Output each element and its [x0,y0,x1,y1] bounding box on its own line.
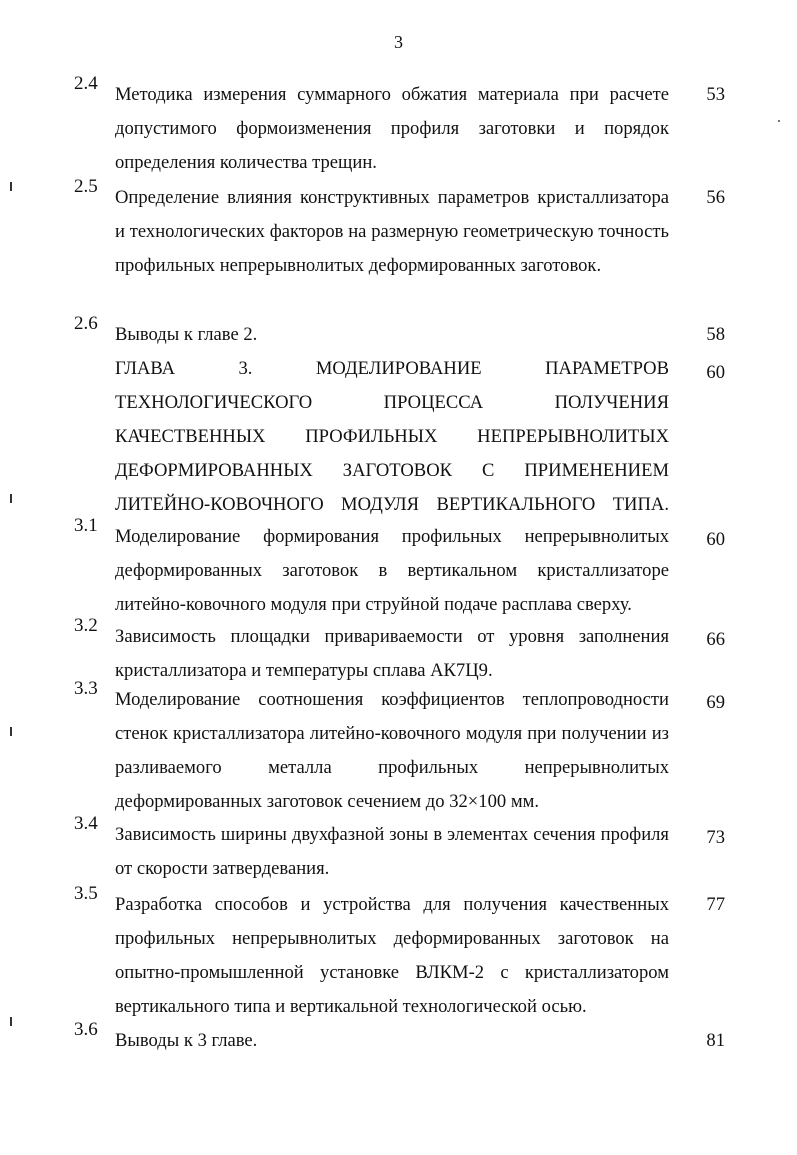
toc-entry-title: Определение влияния конструктивных параметров кристаллизатора и технологических факторов на размерную геометрическую точность профильных непрерывнолитых деформированных заготовок. [115,187,669,276]
toc-entry-number: 3.4 [74,813,98,834]
toc-entry-page: 81 [706,1030,725,1051]
toc-entry-page: 73 [706,827,725,848]
toc-entry-number: 2.4 [74,73,98,94]
toc-entry-page: 77 [706,894,725,915]
toc-entry-number: 3.6 [74,1019,98,1040]
scan-dot [778,120,780,122]
toc-entry-page: 60 [706,529,725,550]
toc-entry-number: 3.1 [74,515,98,536]
toc-entry-page: 66 [706,629,725,650]
margin-mark [10,182,12,191]
margin-mark [10,727,12,736]
margin-mark [10,1017,12,1026]
toc-entry-number: 2.6 [74,313,98,334]
toc-entry-page: 58 [706,324,725,345]
toc-entry-page: 56 [706,187,725,208]
toc-chapter-title: ГЛАВА 3. МОДЕЛИРОВАНИЕ ПАРАМЕТРОВ ТЕХНОЛОГИЧЕСКОГО ПРОЦЕССА ПОЛУЧЕНИЯ КАЧЕСТВЕННЫХ ПРОФИЛЬНЫХ НЕПРЕРЫВНОЛИТЫХ ДЕФОРМИРОВАННЫХ ЗАГОТОВОК С ПРИМЕНЕНИЕМ ЛИТЕЙНО-КОВОЧНОГО МОДУЛЯ ВЕРТИКАЛЬНОГО ТИПА. [115,358,669,515]
margin-mark [10,494,12,503]
toc-entry-number: 3.5 [74,883,98,904]
page-number: 3 [394,32,403,52]
toc-entry-title: Моделирование формирования профильных непрерывнолитых деформированных заготовок в вертикальном кристаллизаторе литейно-ковочного модуля при струйной подаче расплава сверху. [115,526,669,615]
toc-entry-title: Выводы к главе 2. [115,324,258,345]
toc-entry-title: Разработка способов и устройства для получения качественных профильных непрерывнолитых деформированных заготовок на опытно-промышленной установке ВЛКМ-2 с кристаллизатором вертикального типа и вертикальной технологической осью. [115,894,669,1017]
toc-entry-number: 3.2 [74,615,98,636]
toc-entry-number: 3.3 [74,678,98,699]
toc-entry-page: 69 [706,692,725,713]
toc-entry-title: Зависимость ширины двухфазной зоны в элементах сечения профиля от скорости затвердевания. [115,824,669,879]
toc-entry-title: Выводы к 3 главе. [115,1030,258,1051]
toc-entry-page: 53 [706,84,725,105]
toc-entry-number: 2.5 [74,176,98,197]
toc-entry-title: Методика измерения суммарного обжатия материала при расчете допустимого формоизменения профиля заготовки и порядок определения количества трещин. [115,84,669,173]
toc-entry-page: 60 [706,362,725,383]
toc-entry-title: Зависимость площадки привариваемости от уровня заполнения кристаллизатора и температуры сплава АК7Ц9. [115,626,669,681]
toc-entry-title: Моделирование соотношения коэффициентов теплопроводности стенок кристаллизатора литейно-ковочного модуля при получении из разливаемого металла профильных непрерывнолитых деформированных заготовок сечением до 32×100 мм. [115,689,669,812]
